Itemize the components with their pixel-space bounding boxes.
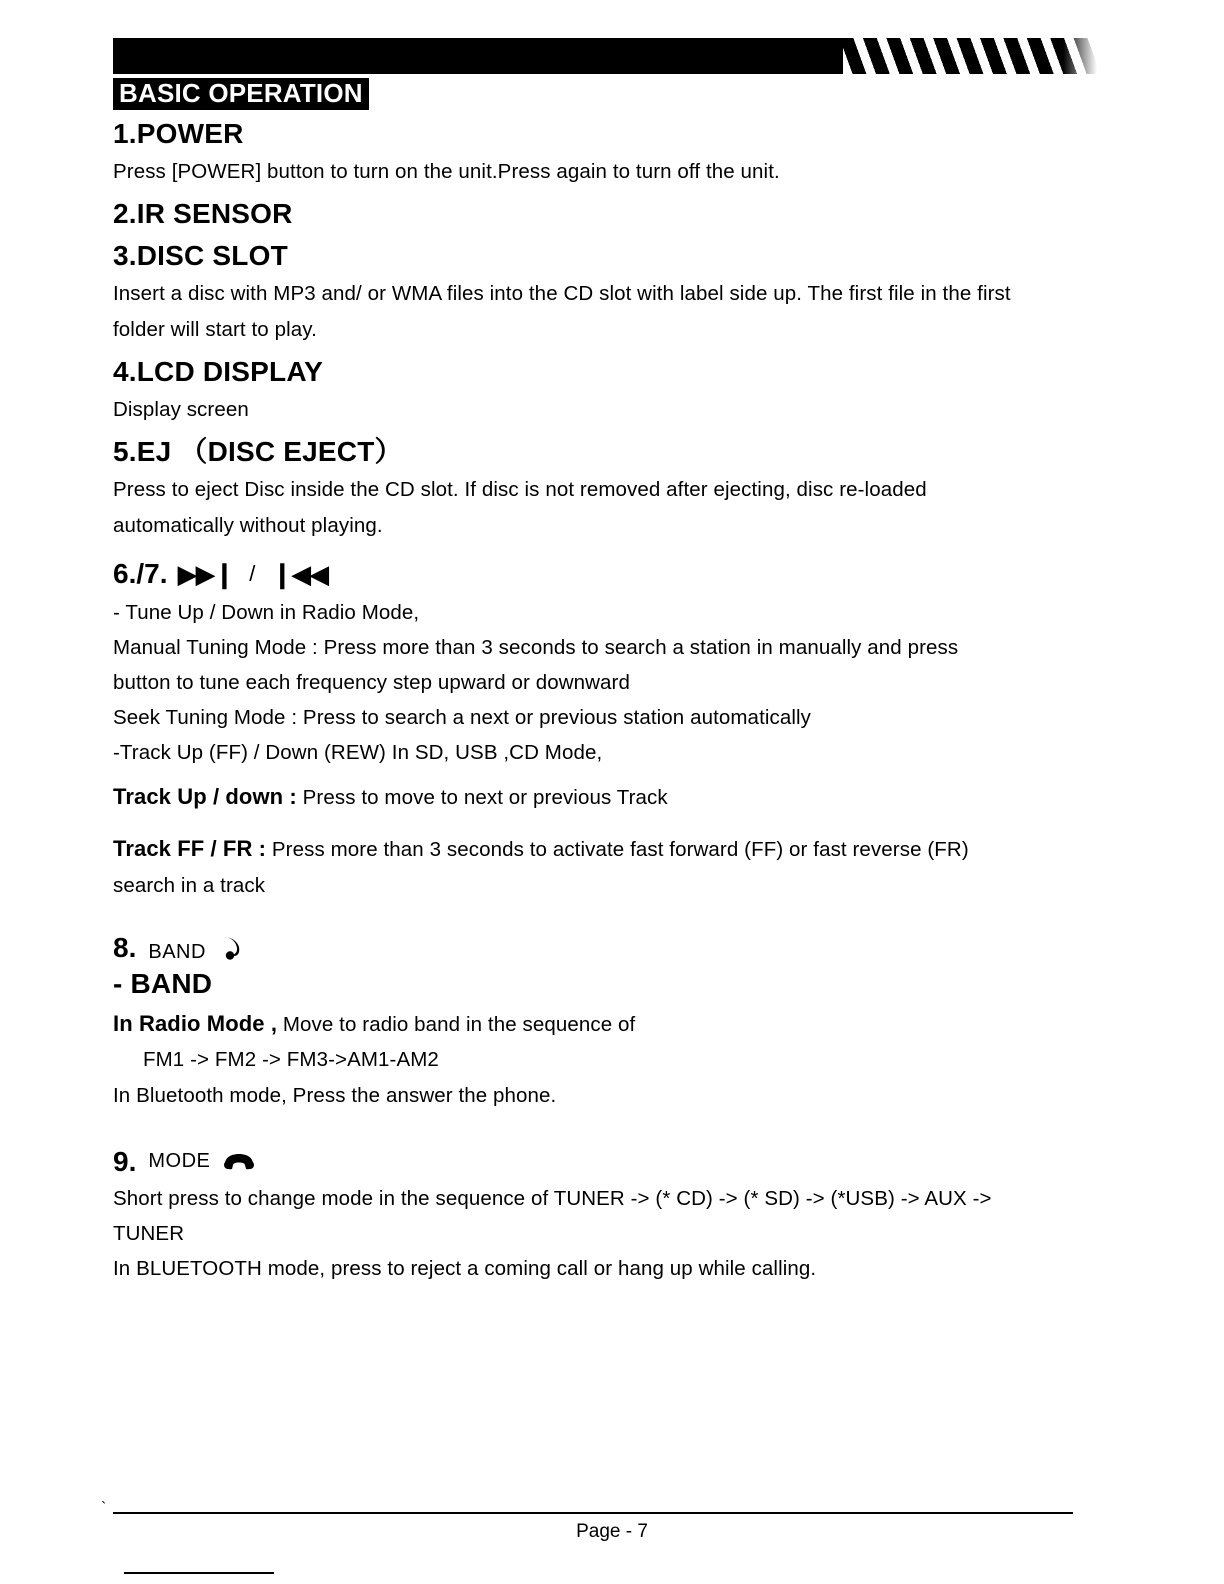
- text-lcd-display: Display screen: [113, 398, 249, 422]
- heading-power: 1.POWER: [113, 118, 244, 149]
- text-mode-sequence-2: TUNER: [113, 1221, 185, 1245]
- text-band-sequence: FM1 -> FM2 -> FM3->AM1-AM2: [143, 1048, 439, 1072]
- label-in-radio-mode: In Radio Mode ,: [113, 1010, 278, 1036]
- heading-disc-slot: 3.DISC SLOT: [113, 240, 288, 272]
- text-track-updown-modes: -Track Up (FF) / Down (REW) In SD, USB ,CD Mode,: [113, 741, 603, 765]
- header-bar: [113, 38, 1103, 74]
- reject-call-icon: [222, 1152, 256, 1172]
- text-bluetooth-answer: In Bluetooth mode, Press the answer the phone.: [113, 1083, 557, 1107]
- text-bluetooth-reject: In BLUETOOTH mode, press to reject a coming call or hang up while calling.: [113, 1257, 817, 1281]
- text-track-up-down-body: Press to move to next or previous Track: [296, 785, 668, 809]
- text-radio-mode: [113, 1006, 1093, 1042]
- next-track-icon: ▶▶❙: [177, 558, 234, 589]
- heading-mode: [113, 1146, 1093, 1178]
- previous-track-icon: ❙◀◀: [271, 558, 328, 589]
- text-disc-eject-1: Press to eject Disc inside the CD slot. If disc is not removed after ejecting, disc re-loaded: [113, 478, 927, 501]
- text-track-ff-fr-body: Press more than 3 seconds to activate fast forward (FF) or fast reverse (FR): [266, 837, 969, 861]
- text-manual-tuning-1: Manual Tuning Mode : Press more than 3 seconds to search a station in manually and press: [113, 635, 959, 659]
- label-band: BAND: [148, 940, 206, 963]
- heading-track-buttons: [113, 558, 1093, 590]
- section-heading: BASIC OPERATION: [113, 78, 369, 110]
- answer-call-icon: [218, 934, 248, 964]
- label-mode: MODE: [148, 1150, 211, 1173]
- text-manual-tuning-2: button to tune each frequency step upward or downward: [113, 670, 630, 694]
- text-disc-slot-2: folder will start to play.: [113, 318, 317, 342]
- item-number-8: 8.: [113, 931, 137, 963]
- text-track-ff-fr: [113, 832, 1093, 866]
- text-seek-tuning: Seek Tuning Mode : Press to search a next or previous station automatically: [113, 706, 812, 730]
- footer-divider: [113, 1512, 1073, 1514]
- text-mode-sequence-1: Short press to change mode in the sequence of TUNER -> (* CD) -> (* SD) -> (*USB) -> AUX ->: [113, 1186, 992, 1210]
- label-track-ff-fr: Track FF / FR :: [113, 835, 267, 861]
- header-fade-decoration: [1063, 38, 1103, 74]
- text-tune-updown: - Tune Up / Down in Radio Mode,: [113, 600, 420, 624]
- item-number-67: 6./7.: [113, 557, 168, 589]
- heading-band: [113, 932, 1093, 964]
- heading-lcd-display: 4.LCD DISPLAY: [113, 355, 324, 387]
- text-disc-eject-2: automatically without playing.: [113, 513, 383, 537]
- document-content: [113, 108, 1093, 1287]
- text-track-up-down: [113, 780, 1093, 814]
- footer-tick-mark: `: [101, 1500, 107, 1517]
- text-in-radio-mode-body: Move to radio band in the sequence of: [277, 1012, 636, 1036]
- footer-page-number: Page - 7: [576, 1521, 648, 1542]
- heading-disc-eject: 5.EJ （DISC EJECT）: [113, 435, 403, 467]
- text-track-ff-fr-body2: search in a track: [113, 873, 266, 897]
- text-disc-slot-1: Insert a disc with MP3 and/ or WMA files into the CD slot with label side up. The first file in the first: [113, 282, 1011, 306]
- subheading-band: - BAND: [113, 967, 213, 999]
- item-number-9: 9.: [113, 1145, 137, 1177]
- text-power: Press [POWER] button to turn on the unit.Press again to turn off the unit.: [113, 160, 780, 184]
- separator-slash: /: [249, 560, 256, 586]
- heading-ir-sensor: 2.IR SENSOR: [113, 197, 293, 229]
- label-track-up-down: Track Up / down :: [113, 783, 297, 809]
- bottom-edge-mark: [124, 1572, 274, 1574]
